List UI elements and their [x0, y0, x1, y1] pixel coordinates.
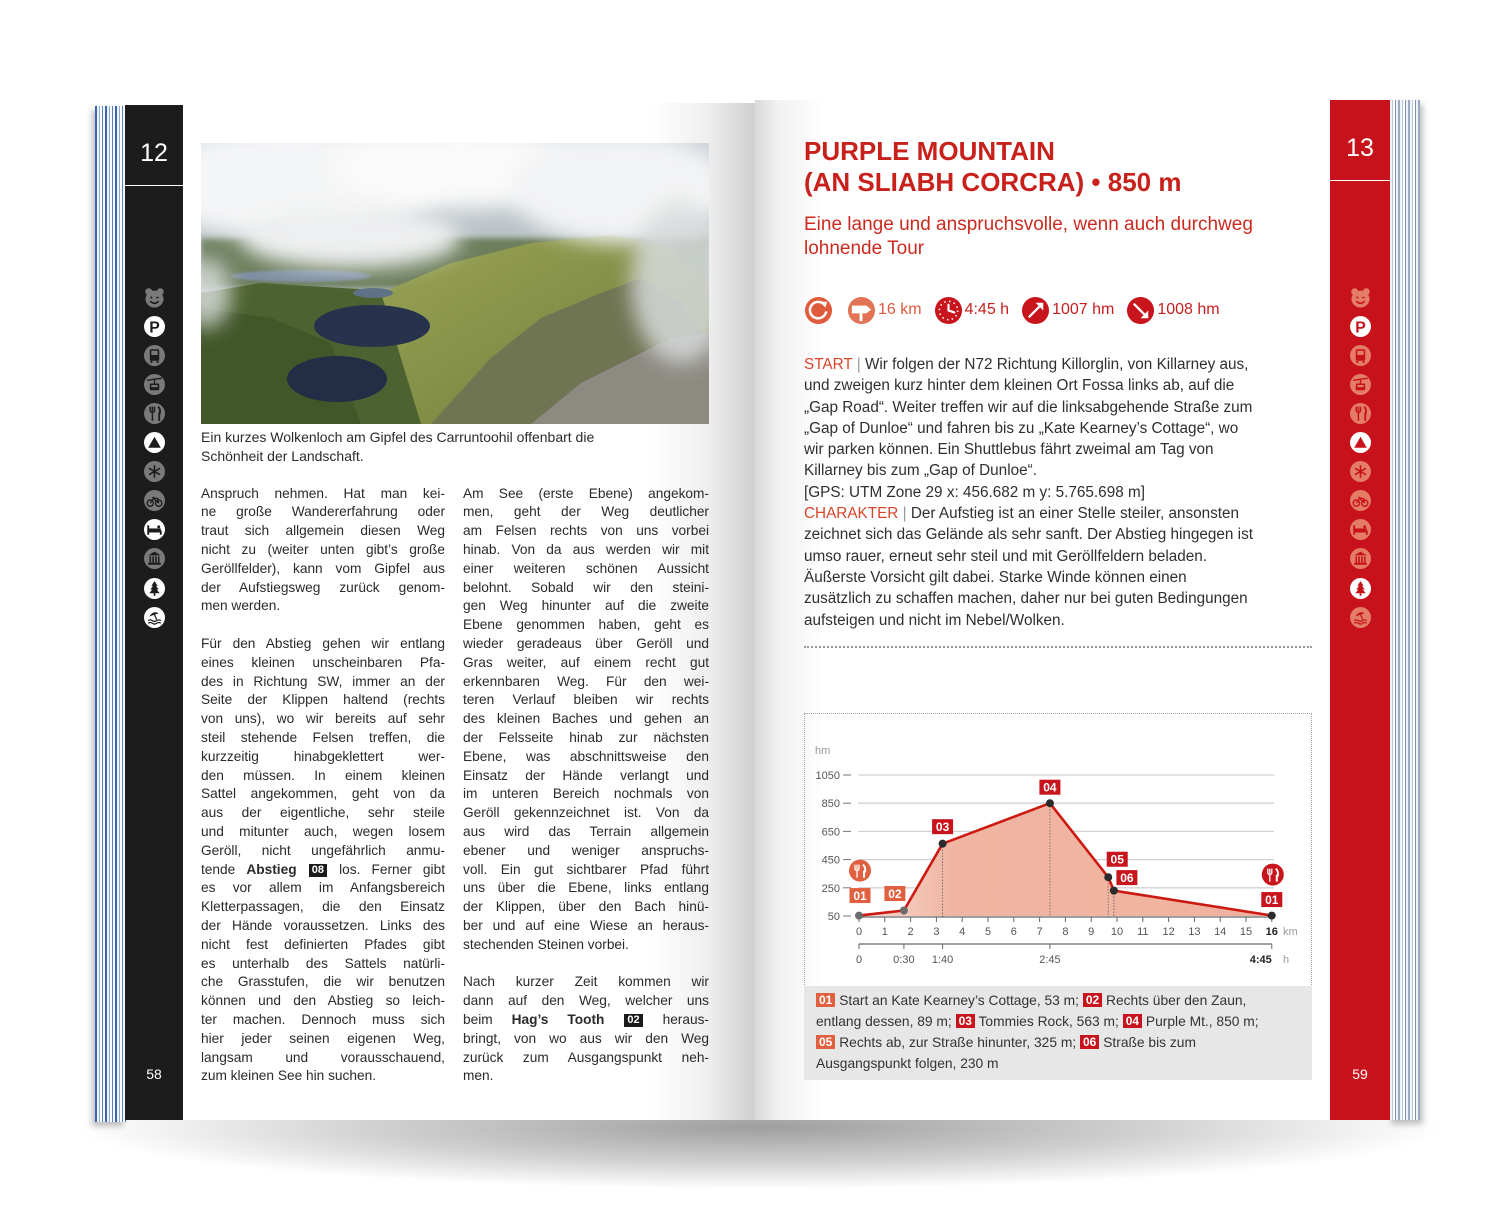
page-number: 58	[146, 1066, 162, 1082]
text-line: zurück zum Ausgangspunkt neh-	[463, 1049, 709, 1065]
ascent-value: 1007 hm	[1052, 301, 1115, 318]
signpost-icon	[847, 296, 876, 325]
text-line: am Felsen rechts von uns vorbei	[463, 523, 709, 539]
x-tick-label: 13	[1188, 926, 1201, 938]
text-line: belohnt. Sobald wir den steini-	[463, 579, 709, 595]
text-line: eines kleinen unscheinbaren Pfa-	[201, 654, 445, 670]
tour-number: 13	[1330, 100, 1390, 181]
snow-icon	[1350, 461, 1371, 482]
tour-number: 12	[125, 105, 183, 186]
x-tick-label: 8	[1062, 926, 1069, 938]
bus-icon	[1350, 345, 1371, 366]
caption-line: Schönheit der Landschaft.	[201, 448, 364, 464]
text-line: können und den Abstieg so leich-	[201, 993, 445, 1009]
accommodation-bed-icon	[144, 519, 165, 540]
text-line: Gras weiter, auf einem recht gut	[463, 654, 709, 670]
text-line: zum kleinen See hin suchen.	[201, 1068, 377, 1084]
text-line: men.	[463, 1068, 494, 1084]
summit-icon	[144, 432, 165, 453]
text-line: wieder geradeaus über Geröll und	[463, 635, 709, 651]
y-tick-label: 1050	[815, 770, 840, 782]
duration-value: 4:45 h	[964, 301, 1010, 318]
text-line: Geröll, nicht ungefährlich anmu-	[201, 842, 445, 858]
summit-icon	[1350, 432, 1371, 453]
text-span: Wir folgen der N72 Richtung Killorglin, von Killarney aus,	[864, 356, 1249, 373]
tour-stats	[804, 295, 1232, 325]
text-line: Für den Abstieg gehen wir entlang	[201, 635, 445, 651]
text-line: hier jeder seinen eigenen Weg,	[201, 1030, 445, 1046]
stat-descent	[1126, 296, 1219, 325]
waypoint-dot	[1110, 887, 1118, 895]
text-line: traut sich allgemein diesen Weg	[201, 523, 445, 539]
tree-icon	[1350, 578, 1371, 599]
page-edges-left	[95, 106, 126, 1122]
text-line: aus wird das Terrain allgemein	[463, 823, 709, 839]
text-span: Rechts ab, zur Straße hinunter, 325 m;	[835, 1035, 1080, 1050]
x-tick-label: 3	[933, 926, 940, 938]
caption-line: Ein kurzes Wolkenloch am Gipfel des Carruntoohil offenbart die	[201, 429, 595, 445]
restaurant-icon	[144, 403, 165, 424]
text-line: wir parken können. Ein Shuttlebus fährt zweimal am Tag von	[804, 441, 1214, 459]
y-tick-label: 850	[821, 798, 840, 811]
x-axis-unit: km	[1283, 926, 1298, 938]
text-line: teren Verlauf bleiben wir rechts	[463, 692, 709, 708]
text-line: Ebene genommen haben, geht es	[463, 617, 709, 633]
text-line: Killarney bis zum „Gap of Dunloe“.	[804, 462, 1037, 480]
subtitle-line: lohnende Tour	[804, 238, 925, 259]
keyword-label: |	[898, 505, 911, 523]
text-span: Purple Mt., 850 m;	[1142, 1014, 1259, 1029]
bike-icon	[1350, 490, 1371, 511]
parking-icon	[144, 316, 165, 337]
waypoint-badge: 08	[309, 864, 327, 877]
y-tick-label: 650	[821, 826, 840, 839]
text-line: nicht fest definierten Pfades gibt	[201, 936, 445, 952]
text-line: Sattel angekommen, geht von da	[201, 786, 445, 802]
text-line: der Felsseite hinab zur nächsten	[463, 729, 709, 745]
paragraph	[463, 485, 709, 955]
text-line: bringt, von wo aus wir den Weg	[463, 1030, 709, 1046]
text-line: dann auf den Weg, welcher uns	[463, 993, 709, 1009]
time-tick-label: 0:30	[893, 954, 915, 966]
legend-line	[816, 1011, 1312, 1032]
stat-duration	[934, 296, 1009, 325]
text-line: den müssen. In einem kleinen	[201, 767, 445, 783]
museum-icon	[144, 548, 165, 569]
tour-subtitle	[804, 213, 1253, 261]
time-tick-label: 4:45	[1249, 954, 1272, 966]
waypoint-dot	[1268, 912, 1276, 920]
page-number: 59	[1352, 1066, 1368, 1082]
text-line: aufsteigen und nicht im Nebel/Wolken.	[804, 611, 1065, 629]
svg-text:04: 04	[1043, 780, 1057, 795]
snow-icon	[144, 461, 165, 482]
waypoint-dot	[855, 912, 863, 920]
text-line: einer weiteren schönen Aussicht	[463, 560, 709, 576]
waypoint-badge: 06	[1080, 1035, 1099, 1049]
text-span	[297, 862, 308, 877]
y-tick-label: 50	[827, 911, 840, 923]
accommodation-bed-icon	[1350, 519, 1371, 540]
text-span: los. Ferner gibt	[327, 861, 445, 877]
y-tick-label: 450	[821, 854, 840, 867]
waypoint-dot	[939, 840, 947, 848]
svg-text:01: 01	[1265, 893, 1279, 908]
clock-icon	[934, 296, 963, 325]
text-line: ebener und weniger anspruchs-	[463, 842, 709, 858]
text-line	[804, 503, 1253, 524]
photo-caption	[201, 428, 721, 466]
cable-car-icon	[144, 374, 165, 395]
x-tick-label: 15	[1239, 926, 1253, 938]
swimming-icon	[1350, 607, 1371, 628]
text-span: Abstieg	[246, 861, 297, 877]
text-line: steil stehende Felsen treffen, die	[201, 729, 445, 745]
tour-title	[804, 136, 1181, 198]
time-axis-unit: h	[1283, 954, 1290, 966]
text-line: langsam und vorausschauend,	[201, 1049, 445, 1065]
distance-value: 16 km	[878, 301, 922, 318]
text-line: zeichnet sich das Gelände als sehr sanft. Der Abstieg hingegen ist	[804, 526, 1253, 544]
text-line	[463, 1011, 709, 1030]
text-span: Straße bis zum	[1099, 1035, 1196, 1050]
stat-roundtrip	[804, 296, 835, 325]
text-line: gen Weg hinunter auf die zweite	[463, 598, 709, 614]
x-tick-label: 16	[1265, 926, 1278, 938]
text-line: aus der eigentliche, sehr steile	[201, 805, 445, 821]
text-line: Kletterpassagen, die den Einsatz	[201, 899, 445, 915]
text-span: Rechts über den Zaun,	[1102, 993, 1247, 1008]
legend-line	[816, 1032, 1312, 1053]
x-tick-label: 14	[1214, 926, 1227, 938]
x-tick-label: 0	[855, 926, 863, 938]
waypoint-dot	[1104, 873, 1112, 881]
left-side-strip	[125, 105, 183, 1120]
waypoint-badge: 03	[956, 1014, 975, 1028]
text-line: [GPS: UTM Zone 29 x: 456.682 m y: 5.765.698 m]	[804, 483, 1145, 501]
text-line: erkennbaren Weg. Für den wei-	[463, 673, 709, 689]
text-line: voll. Ein gut sichtbarer Pfad führt	[463, 861, 709, 877]
text-span: heraus-	[643, 1011, 709, 1027]
waypoint-dot	[1046, 799, 1054, 807]
waypoint-badge: 04	[1123, 1014, 1142, 1028]
bike-icon	[144, 490, 165, 511]
photo-image	[201, 143, 709, 424]
text-span: beim	[463, 1011, 512, 1027]
svg-text:02: 02	[888, 887, 902, 902]
text-line: „Gap Road“. Weiter treffen wir auf die linksabgehende Straße zum	[804, 398, 1253, 416]
text-line: der Aufstiegsweg zurück genom-	[201, 579, 445, 595]
text-column-1	[201, 485, 445, 1105]
restaurant-icon	[1262, 864, 1284, 886]
time-tick-label: 0	[855, 954, 863, 966]
x-tick-label: 7	[1036, 926, 1043, 938]
text-line	[201, 861, 445, 880]
y-tick-label: 250	[821, 882, 840, 895]
waypoint-badge: 02	[624, 1014, 642, 1027]
text-span: Hag’s Tooth	[511, 1011, 605, 1027]
stat-distance	[847, 296, 922, 325]
text-line: ne große Wandererfahrung oder	[201, 504, 445, 520]
text-span: entlang dessen, 89 m;	[816, 1014, 956, 1029]
title-line: PURPLE MOUNTAIN	[804, 136, 1055, 166]
text-span: Start an Kate Kearney’s Cottage, 53 m;	[835, 993, 1083, 1008]
x-tick-label: 9	[1088, 926, 1095, 938]
text-line: Am See (erste Ebene) angekom-	[463, 485, 709, 501]
text-line: im unteren Bereich nochmals von	[463, 786, 709, 802]
text-column-2	[463, 485, 709, 1105]
keyword-label: START	[804, 356, 853, 373]
text-line	[804, 354, 1253, 375]
page-edges-right	[1388, 100, 1420, 1120]
text-line: und zweigen kurz hinter dem kleinen Ort Fossa links ab, auf die	[804, 377, 1235, 395]
text-line: von uns), wo wir bereits auf sehr	[201, 711, 445, 727]
descent-value: 1008 hm	[1157, 301, 1220, 318]
text-line: Seite der Klippen haltend (rechts	[201, 692, 445, 708]
time-tick-label: 2:45	[1039, 954, 1061, 966]
waypoint-badge: 01	[816, 993, 835, 1007]
tour-info-text	[804, 354, 1253, 631]
descent-arrow-icon	[1126, 296, 1155, 325]
keyword-label: CHARAKTER	[804, 505, 899, 523]
paragraph	[463, 973, 709, 1086]
restaurant-icon	[1350, 403, 1371, 424]
time-tick-label: 1:40	[931, 954, 954, 966]
text-line: nicht zu (weiter unten gibt’s große	[201, 541, 445, 557]
text-line: der Klippen, über den Bach hinü-	[463, 899, 709, 915]
roundtrip-icon	[804, 296, 833, 325]
x-tick-label: 5	[984, 926, 992, 938]
x-tick-label: 2	[907, 926, 914, 938]
text-line: Anspruch nehmen. Hat man kei-	[201, 485, 445, 501]
text-line: und mitunter auch, wegen losem	[201, 823, 445, 839]
text-line: che Grasstufen, die wir benutzen	[201, 974, 445, 990]
text-line: Einsatz der Hände verlangt und	[463, 767, 709, 783]
text-line: ber und auf eine Wiese an heraus-	[463, 917, 709, 933]
keyword-label: |	[852, 356, 865, 373]
svg-text:05: 05	[1110, 852, 1124, 867]
paragraph	[201, 635, 445, 1086]
text-span	[604, 1012, 623, 1027]
text-line: Äußerste Vorsicht gilt dabei. Starke Winde können einen	[804, 568, 1187, 586]
text-line: der Hände voraussetzen. Links des	[201, 917, 445, 933]
text-line: „Gap of Dunloe“ und fahren bis zu „Kate Kearney’s Cottage“, wo	[804, 419, 1239, 437]
text-span: Tommies Rock, 563 m;	[974, 1014, 1123, 1029]
parking-icon	[1350, 316, 1371, 337]
svg-text:01: 01	[853, 889, 867, 904]
text-span: tende	[201, 861, 247, 877]
waypoint-legend	[804, 986, 1312, 1080]
text-line: des kleinen Baches und gehen an	[463, 711, 709, 727]
swimming-icon	[144, 607, 165, 628]
legend-line: Ausgangspunkt folgen, 230 m	[816, 1056, 999, 1071]
x-tick-label: 12	[1162, 926, 1175, 938]
bus-icon	[144, 345, 165, 366]
text-line: des in Richtung SW, immer an der	[201, 673, 445, 689]
kids-bear-icon	[1350, 287, 1371, 308]
waypoint-badge: 05	[816, 1035, 835, 1049]
subtitle-line: Eine lange und anspruchsvolle, wenn auch durchweg	[804, 214, 1253, 235]
y-axis-unit: hm	[815, 745, 831, 757]
text-line: stechenden Steinen vorbei.	[463, 936, 629, 952]
stat-ascent	[1021, 296, 1114, 325]
text-line: es vor allem im Anfangsbereich	[201, 880, 445, 896]
waypoint-badge: 02	[1083, 993, 1102, 1007]
dotted-divider	[804, 646, 1312, 648]
x-tick-label: 11	[1137, 926, 1149, 938]
text-line: Geröll gekennzeichnet ist. Von da	[463, 805, 709, 821]
paragraph	[201, 485, 445, 617]
elevation-profile-chart	[804, 713, 1312, 985]
x-tick-label: 1	[881, 926, 888, 938]
title-line: (AN SLIABH CORCRA) • 850 m	[804, 167, 1182, 197]
text-line: ter machen. Dennoch muss sich	[201, 1011, 445, 1027]
museum-icon	[1350, 548, 1371, 569]
text-line: Geröllfelder), kann vom Gipfel aus	[201, 560, 445, 576]
ascent-arrow-icon	[1021, 296, 1050, 325]
tree-icon	[144, 578, 165, 599]
text-line: uns über die Ebene, links entlang	[463, 880, 709, 896]
legend-line	[816, 990, 1312, 1011]
text-line: umso rauer, erneut sehr steil und mit Geröllfeldern beladen.	[804, 547, 1208, 565]
svg-text:03: 03	[935, 820, 950, 835]
text-line: es unterhalb des Sattels natürli-	[201, 955, 445, 971]
x-tick-label: 10	[1110, 926, 1124, 938]
x-tick-label: 4	[959, 926, 966, 938]
restaurant-icon	[849, 860, 871, 882]
text-line: men werden.	[201, 598, 281, 614]
landscape-photo	[201, 143, 709, 424]
text-line: kurzzeitig hinabgeklettert wer-	[201, 748, 445, 764]
svg-text:P: P	[148, 318, 160, 336]
text-line: hinab. Von da aus werden wir mit	[463, 541, 709, 557]
x-tick-label: 6	[1010, 926, 1017, 938]
svg-text:P: P	[1354, 318, 1366, 336]
text-line: Nach kurzer Zeit kommen wir	[463, 974, 709, 990]
text-line: zusätzlich zu schaffen machen, daher nur bei guten Bedingungen	[804, 590, 1248, 608]
svg-text:06: 06	[1120, 871, 1134, 886]
cable-car-icon	[1350, 374, 1371, 395]
kids-bear-icon	[144, 287, 165, 308]
text-line: Ebene, was abschnittsweise den	[463, 748, 709, 764]
text-span: Der Aufstieg ist an einer Stelle steiler, ansonsten	[910, 505, 1240, 523]
waypoint-dot	[900, 907, 908, 915]
right-side-strip	[1330, 100, 1390, 1120]
text-line: men, geht der Weg deutlicher	[463, 504, 709, 520]
